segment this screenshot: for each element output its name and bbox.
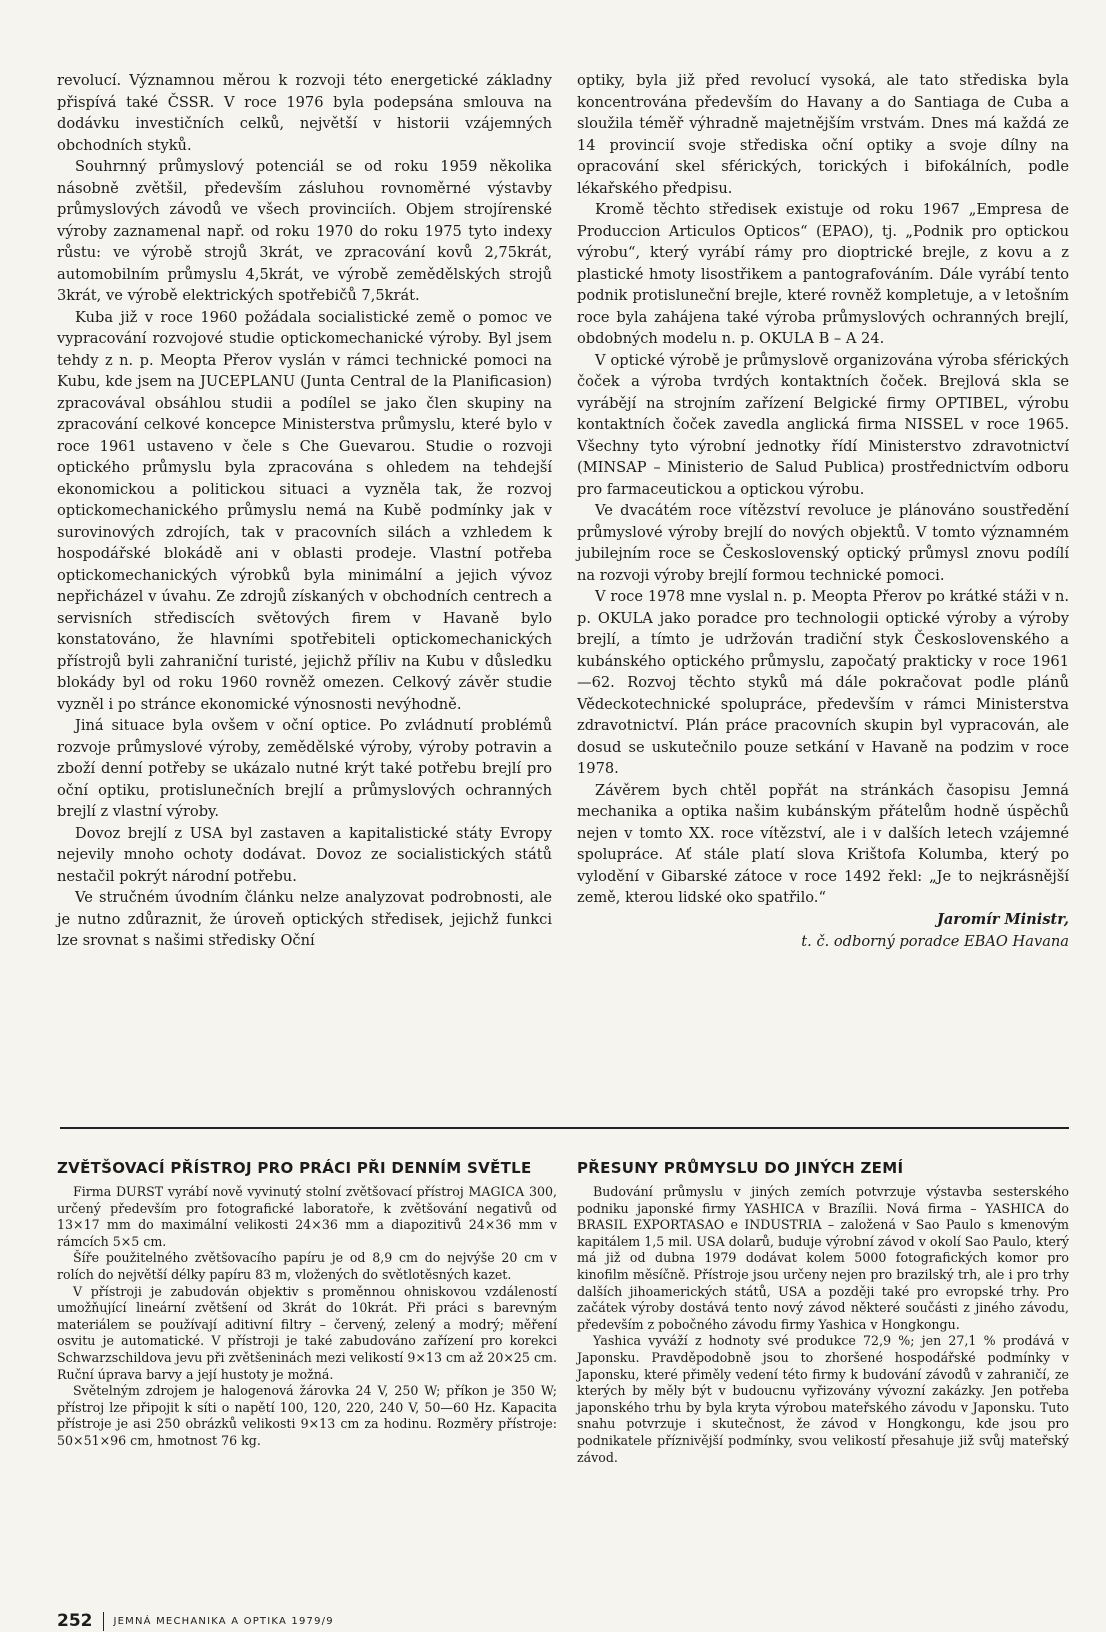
paragraph: Firma DURST vyrábí nově vyvinutý stolní zvětšovací přístroj MAGICA 300, určený především pro fotografické laboratoře, k zvětšování negativů od 13×17 mm do maximální velikosti 24×36 mm a diapozitivů 24×36 mm v rámcích 5×5 cm. xyxy=(57,1184,557,1249)
author-name: Jaromír Ministr, xyxy=(936,910,1069,928)
paragraph: Závěrem bych chtěl popřát na stránkách časopisu Jemná mechanika a optika našim kubánským přátelům hodně úspěchů nejen v tomto XX. roce vítězství, ale i v dalších letech vzájemné spolupráce. Ať stále platí slova Krištofa Kolumba, který po vylodění v Gibarské zátoce v roce 1492 řekl: „Je to nejkrásnější země, kterou lidské oko spatřilo.“ xyxy=(577,781,1069,906)
paragraph: Šíře použitelného zvětšovacího papíru je od 8,9 cm do nejvýše 20 cm v rolích do největší délky papíru 83 m, vložených do světlotěsných kazet. xyxy=(57,1250,557,1282)
article-headline: PŘESUNY PRŮMYSLU DO JINÝCH ZEMÍ xyxy=(577,1159,904,1177)
paragraph: V přístroji je zabudován objektiv s proměnnou ohniskovou vzdáleností umožňující lineární zvětšení od 3krát do 10krát. Při práci s barevným materiálem se používají aditivní filtry – červený, zelený a modrý; měření osvitu je automatické. V přístroji je také zabudováno zařízení pro korekci Schwarzschildova jevu při zvětšeninách mezi velikostí 9×13 cm až 20×25 cm. Ruční úprava barvy a její hustoty je možná. xyxy=(57,1283,557,1382)
paragraph: V roce 1978 mne vyslal n. p. Meopta Přerov po krátké stáži v n. p. OKULA jako poradce pro technologii optické výroby a výroby brejlí, a tímto je udržován tradiční styk Československého a kubánského optického průmyslu, započatý prakticky v roce 1961—62. Rozvoj těchto styků má dále pokračovat podle plánů Vědeckotechnické spolupráce, především v rámci Ministerstva zdravotnictví. Plán práce pracovních skupin byl vypracován, ale dosud se uskutečnilo pouze setkání v Havaně na podzim v roce 1978. xyxy=(577,588,1069,777)
paragraph: Yashica vyváží z hodnoty své produkce 72,9 %; jen 27,1 % prodává v Japonsku. Pravděpodobně jsou to zhoršené hospodářské podmínky v Japonsku, které přiměly vedení této firmy k budování závodů v zahraničí, ze kterých by měly být v budoucnu vyřizovány vývozní zakázky. Jen potřeba japonského trhu by byla kryta výrobou mateřského závodu v Japonsku. Tuto snahu potvrzuje i skutečnost, že závod v Hongkongu, kde jsou pro podnikatele příznivější podmínky, svou velikostí přesahuje již svůj mateřský závod. xyxy=(577,1333,1069,1465)
paragraph: Kuba již v roce 1960 požádala socialistické země o pomoc ve vypracování rozvojové studie optickomechanické výroby. Byl jsem tehdy z n. p. Meopta Přerov vyslán v rámci technické pomoci na Kubu, kde jsem na JUCEPLANU (Junta Central de la Planificasion) zpracovával obsáhlou studii a podílel se jako člen skupiny na zpracování celkové koncepce Ministerstva průmyslu, které bylo v roce 1961 ustaveno v čele s Che Guevarou. Studie o rozvoji optického průmyslu byla zpracována s ohledem na tehdejší ekonomickou a politickou situaci a vyzněla tak, že rozvoj optickomechanického průmyslu nemá na Kubě podmínky jak v surovinových zdrojích, tak v pracovních silách a vzhledem k hospodářské blokádě ani v oblasti prodeje. Vlastní potřeba optickomechanických výrobků byla minimální a jejich vývoz nepřicházel v úvahu. Ze zdrojů získaných v obchodních centrech a servisních střediscích světových firem v Havaně bylo konstatováno, že hlavními spotřebiteli optickomechanických přístrojů byli zahraniční turisté, jejichž příliv na Kubu v důsledku blokády byl od roku 1960 rovněž omezen. Celkový závěr studie vyzněl i po stránce ekonomické výnosnosti nevýhodně. xyxy=(57,308,552,713)
page-number: 252 xyxy=(57,1611,93,1631)
paragraph: Souhrnný průmyslový potenciál se od roku 1959 několika násobně zvětšil, především zásluhou rovnoměrné výstavby průmyslových závodů ve všech provinciích. Objem strojírenské výroby zaznamenal např. od roku 1970 do roku 1975 tyto indexy růstu: ve výrobě strojů 3krát, ve zpracování kovů 2,75krát, automobilním průmyslu 4,5krát, ve výrobě zemědělských strojů 3krát, ve výrobě elektrických spotřebičů 7,5krát. xyxy=(57,158,552,304)
article-column-right xyxy=(577,70,1069,953)
author-signature xyxy=(577,909,1069,953)
paragraph: revolucí. Významnou měrou k rozvoji této energetické základny přispívá také ČSSR. V roce 1976 byla podepsána smlouva na dodávku investičních celků, největší v historii vzájemných obchodních styků. xyxy=(57,72,552,154)
journal-name: JEMNÁ MECHANIKA A OPTIKA 1979/9 xyxy=(113,1615,334,1627)
paragraph: Kromě těchto středisek existuje od roku 1967 „Empresa de Produccion Articulos Opticos“ (EPAO), tj. „Podnik pro optickou výrobu“, který vyrábí rámy pro dioptrické brejle, z kovu a z plastické hmoty lisostřikem a pantografováním. Dále vyrábí tento podnik protisluneční brejle, které rovněž kompletuje, a v letošním roce byla zahájena také výroba průmyslových ochranných brejlí, obdobných modelu n. p. OKULA B – A 24. xyxy=(577,201,1069,347)
paragraph: V optické výrobě je průmyslově organizována výroba sférických čoček a výroba tvrdých kontaktních čoček. Brejlová skla se vyrábějí na strojním zařízení Belgické firmy OPTIBEL, výrobu kontaktních čoček zavedla anglická firma NISSEL v roce 1965. Všechny tyto výrobní jednotky řídí Ministerstvo zdravotnictví (MINSAP – Ministerio de Salud Publica) prostřednictvím odboru pro farmaceutickou a optickou výrobu. xyxy=(577,351,1069,498)
author-title: t. č. odborný poradce EBAO Havana xyxy=(801,932,1069,950)
paragraph: Jiná situace byla ovšem v oční optice. Po zvládnutí problémů rozvoje průmyslové výroby, zemědělské výroby, výroby potravin a zboží denní potřeby se ukázalo nutné krýt také potřebu brejlí pro oční optiku, protislunečních brejlí a průmyslových ochranných brejlí z vlastní výroby. xyxy=(57,717,552,820)
footer-separator xyxy=(103,1612,104,1631)
section-divider xyxy=(60,1127,1069,1129)
page-footer xyxy=(57,1610,334,1632)
paragraph: Budování průmyslu v jiných zemích potvrzuje výstavba sesterského podniku japonské firmy YASHICA v Brazílii. Nová firma – YASHICA do BRASIL EXPORTASAO e INDUSTRIA – založená v Sao Paulo s kmenovým kapitálem 1,5 mil. USA dolarů, buduje výrobní závod v okolí Sao Paulo, který má již od dubna 1979 dodávat kolem 5000 fotografických komor pro kinofilm měsíčně. Přístroje jsou určeny nejen pro brazilský trh, ale i pro trhy dalších jihoamerických států, USA a později také pro evropské trhy. Pro začátek výroby dostává tento nový závod některé součásti z jiného závodu, především z pobočného závodu firmy Yashica v Hongkongu. xyxy=(577,1184,1069,1332)
news-article-left xyxy=(57,1159,557,1450)
paragraph: Světelným zdrojem je halogenová žárovka 24 V, 250 W; příkon je 350 W; přístroj lze připojit k síti o napětí 100, 120, 220, 240 V, 50—60 Hz. Kapacita přístroje je asi 250 obrázků velikosti 9×13 cm za hodinu. Rozměry přístroje: 50×51×96 cm, hmotnost 76 kg. xyxy=(57,1383,557,1448)
article-column-left xyxy=(57,70,552,952)
paragraph: Ve dvacátém roce vítězství revoluce je plánováno soustředění průmyslové výroby brejlí do nových objektů. V tomto významném jubilejním roce se Československý optický průmysl znovu podílí na rozvoji výroby brejlí formou technické pomoci. xyxy=(577,502,1069,584)
paragraph: Ve stručném úvodním článku nelze analyzovat podrobnosti, ale je nutno zdůraznit, že úroveň optických středisek, jejichž funkci lze srovnat s našimi středisky Oční xyxy=(57,889,552,949)
article-headline: ZVĚTŠOVACÍ PŘÍSTROJ PRO PRÁCI PŘI DENNÍM SVĚTLE xyxy=(57,1159,532,1177)
paragraph: Dovoz brejlí z USA byl zastaven a kapitalistické státy Evropy nejevily mnoho ochoty dodávat. Dovoz ze socialistických států nestačil pokrýt národní potřebu. xyxy=(57,824,552,885)
news-article-right xyxy=(577,1159,1069,1466)
paragraph: optiky, byla již před revolucí vysoká, ale tato střediska byla koncentrována především do Havany a do Santiaga de Cuba a sloužila téměř výhradně majetnějším vrstvám. Dnes má každá ze 14 provincií svoje střediska oční optiky a svoje dílny na opracování skel sférických, torických i bifokálních, podle lékařského předpisu. xyxy=(577,72,1069,197)
